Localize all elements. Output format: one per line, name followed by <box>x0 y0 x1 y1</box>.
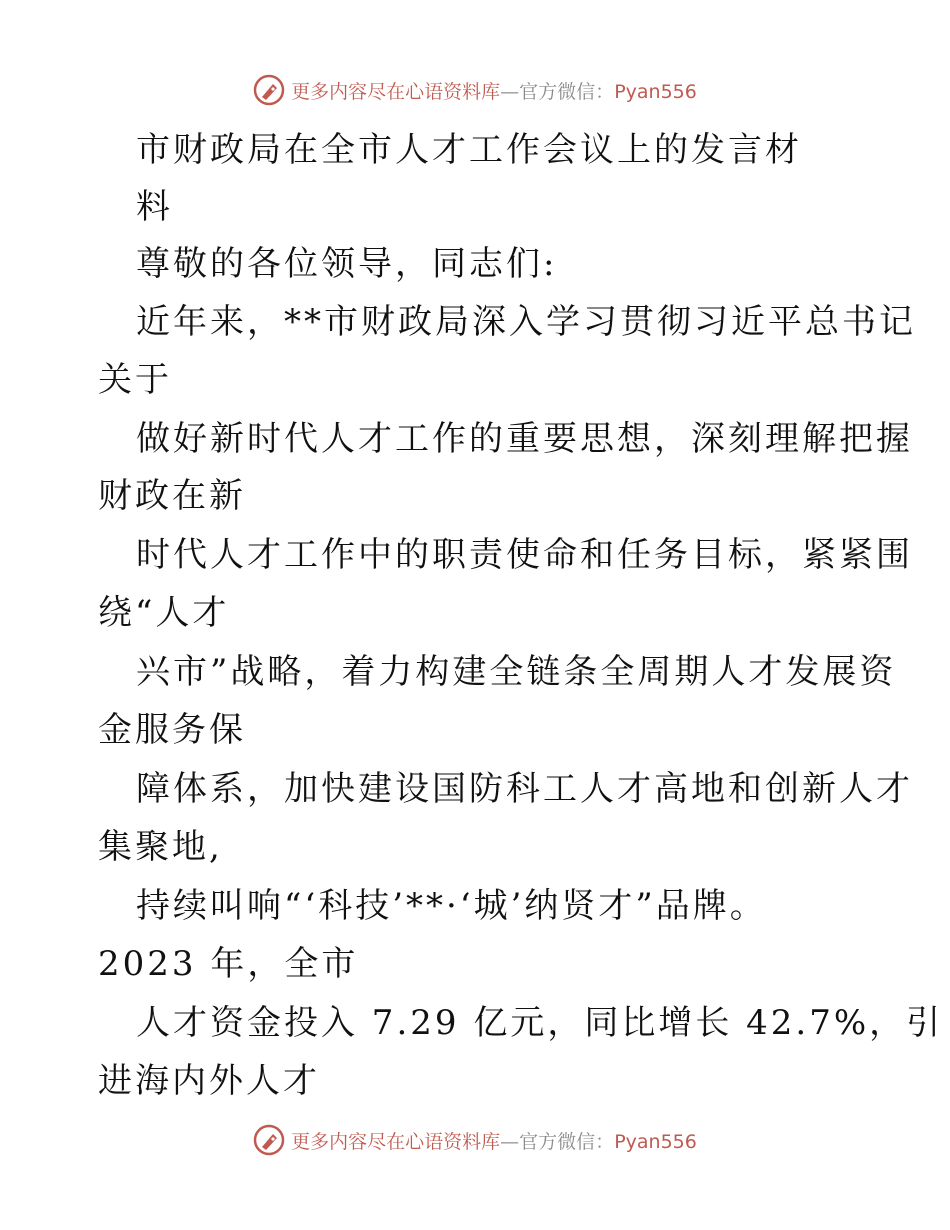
footer-watermark <box>0 1120 950 1160</box>
doc-paragraph-line: 进海内外人才 <box>98 1061 320 1101</box>
watermark-brand: 更多内容尽在心语资料库 <box>291 1130 501 1153</box>
doc-paragraph-line: 做好新时代人才工作的重要思想，深刻理解把握 <box>136 419 913 459</box>
watermark-text <box>291 1127 697 1154</box>
watermark-brand: 更多内容尽在心语资料库 <box>291 80 501 103</box>
doc-paragraph-line: 绕“人才 <box>98 593 230 633</box>
watermark-handle: Pyan556 <box>614 80 697 103</box>
doc-paragraph-line: 关于 <box>98 360 172 400</box>
pen-nib-logo-icon <box>253 1124 285 1156</box>
doc-title-line-2: 料 <box>136 187 173 227</box>
doc-paragraph-line: 集聚地, <box>98 827 223 867</box>
doc-paragraph-line: 财政在新 <box>98 476 246 516</box>
watermark-separator: — <box>500 1130 520 1153</box>
doc-paragraph-line: 人才资金投入 7.29 亿元，同比增长 42.7%，引 <box>136 1003 944 1043</box>
doc-paragraph-line: 兴市”战略，着力构建全链条全周期人才发展资 <box>136 652 897 692</box>
doc-paragraph-line: 持续叫响“‘科技’**·‘城’纳贤才”品牌。 <box>136 886 767 926</box>
doc-title-line-1: 市财政局在全市人才工作会议上的发言材 <box>136 130 802 170</box>
doc-paragraph-line: 障体系，加快建设国防科工人才高地和创新人才 <box>136 769 913 809</box>
watermark-separator: — <box>500 80 520 103</box>
doc-paragraph-line: 2023 年，全市 <box>98 944 359 984</box>
doc-paragraph-line: 近年来，**市财政局深入学习贯彻习近平总书记 <box>136 302 916 342</box>
doc-paragraph-line: 时代人才工作中的职责使命和任务目标，紧紧围 <box>136 535 913 575</box>
watermark-label: 官方微信： <box>519 1130 615 1153</box>
watermark-handle: Pyan556 <box>614 1130 697 1153</box>
watermark-label: 官方微信： <box>519 80 615 103</box>
doc-salutation: 尊敬的各位领导，同志们: <box>136 244 558 284</box>
doc-paragraph-line: 金服务保 <box>98 710 246 750</box>
